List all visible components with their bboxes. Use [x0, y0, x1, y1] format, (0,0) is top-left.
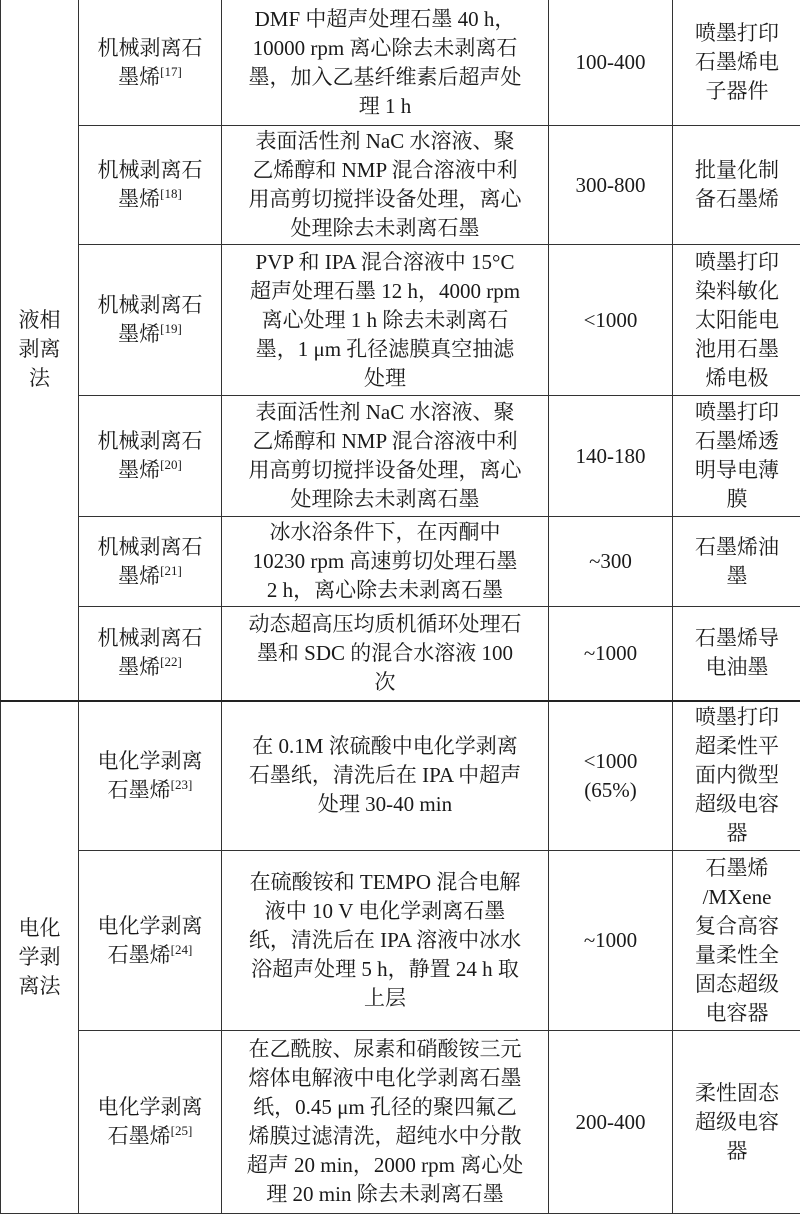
- method-label: 液相 剥离 法: [18, 308, 61, 391]
- size-value: <1000: [583, 307, 638, 332]
- method-cell: [1, 701, 79, 1214]
- material-cell: [79, 701, 222, 851]
- reference-number: [24]: [170, 941, 193, 957]
- material-cell: [79, 0, 222, 126]
- process-cell: [222, 126, 549, 245]
- reference-number: [23]: [170, 776, 193, 792]
- process-text: 表面活性剂 NaC 水溶液、聚 乙烯醇和 NMP 混合溶液中利 用高剪切搅拌设备处理，离心 处理除去未剥离石墨: [248, 129, 522, 240]
- size-cell: [549, 126, 673, 245]
- application-text: 石墨烯导 电油墨: [695, 626, 779, 680]
- application-cell: [673, 517, 800, 607]
- table-row: [1, 245, 800, 396]
- reference-number: [21]: [160, 562, 182, 578]
- reference-number: [20]: [160, 457, 182, 472]
- material-label: 机械剥离石 墨烯: [97, 429, 203, 482]
- process-text: 动态超高压均质机循环处理石 墨和 SDC 的混合水溶液 100 次: [248, 611, 522, 694]
- method-cell: [1, 0, 79, 701]
- method-label: 电化 学剥 离法: [18, 915, 61, 998]
- process-text: 在 0.1M 浓硫酸中电化学剥离 石墨纸，清洗后在 IPA 中超声 处理 30-40 min: [248, 734, 522, 817]
- material-label: 机械剥离石 墨烯: [97, 534, 203, 588]
- size-cell: [549, 851, 673, 1031]
- process-cell: [222, 517, 549, 607]
- size-value: ~1000: [583, 928, 638, 952]
- material-label: 机械剥离石 墨烯: [97, 35, 203, 89]
- application-text: 喷墨打印 染料敏化 太阳能电 池用石墨 烯电极: [695, 249, 779, 390]
- reference-number: [25]: [170, 1123, 193, 1138]
- material-label: 电化学剥离 石墨烯: [97, 1095, 203, 1148]
- application-cell: [673, 607, 800, 701]
- size-cell: [549, 396, 673, 517]
- reference-number: [22]: [160, 654, 182, 670]
- size-value: 100-400: [575, 50, 646, 74]
- material-cell: [79, 1031, 222, 1214]
- process-cell: [222, 701, 549, 851]
- process-cell: [222, 245, 549, 396]
- material-label: 机械剥离石 墨烯: [97, 626, 203, 680]
- application-cell: [673, 245, 800, 396]
- application-cell: [673, 1031, 800, 1214]
- application-text: 喷墨打印 超柔性平 面内微型 超级电容 器: [695, 705, 779, 846]
- application-text: 石墨烯油 墨: [695, 534, 779, 588]
- application-cell: [673, 851, 800, 1031]
- application-text: 喷墨打印 石墨烯电 子器件: [695, 21, 779, 103]
- process-text: DMF 中超声处理石墨 40 h， 10000 rpm 离心除去未剥离石 墨，加入乙基纤维素后超声处 理 1 h: [248, 6, 522, 118]
- process-cell: [222, 607, 549, 701]
- size-value: <1000 (65%): [583, 748, 638, 802]
- size-cell: [549, 517, 673, 607]
- table-row: [1, 1031, 800, 1214]
- table-row: [1, 517, 800, 607]
- size-value: 200-400: [575, 1109, 646, 1134]
- size-cell: [549, 607, 673, 701]
- material-label: 机械剥离石 墨烯: [97, 293, 203, 346]
- material-label: 电化学剥离 石墨烯: [97, 913, 203, 967]
- reference-number: [17]: [160, 63, 182, 79]
- material-cell: [79, 517, 222, 607]
- process-text: 在硫酸铵和 TEMPO 混合电解 液中 10 V 电化学剥离石墨 纸，清洗后在 IPA 溶液中冰水 浴超声处理 5 h，静置 24 h 取 上层: [248, 870, 522, 1010]
- application-cell: [673, 126, 800, 245]
- material-cell: [79, 607, 222, 701]
- process-cell: [222, 851, 549, 1031]
- reference-number: [18]: [160, 186, 182, 201]
- table-row: [1, 607, 800, 701]
- table-row: [1, 701, 800, 851]
- size-cell: [549, 0, 673, 126]
- reference-number: [19]: [160, 321, 182, 336]
- application-cell: [673, 0, 800, 126]
- material-cell: [79, 851, 222, 1031]
- size-value: 140-180: [575, 443, 646, 468]
- material-label: 电化学剥离 石墨烯: [97, 748, 203, 802]
- process-cell: [222, 0, 549, 126]
- process-text: 表面活性剂 NaC 水溶液、聚 乙烯醇和 NMP 混合溶液中利 用高剪切搅拌设备处理，离心 处理除去未剥离石墨: [248, 400, 522, 511]
- application-text: 石墨烯 /MXene 复合高容 量柔性全 固态超级 电容器: [695, 855, 779, 1025]
- process-text: 在乙酰胺、尿素和硝酸铵三元 熔体电解液中电化学剥离石墨 纸，0.45 μm 孔径的聚四氟乙 烯膜过滤清洗，超纯水中分散 超声 20 min，2000 rpm 离心处 理 20 min 除去未剥离石墨: [246, 1037, 524, 1206]
- material-label: 机械剥离石 墨烯: [97, 158, 203, 211]
- size-cell: [549, 1031, 673, 1214]
- application-text: 喷墨打印 石墨烯透 明导电薄 膜: [695, 400, 779, 511]
- material-cell: [79, 245, 222, 396]
- size-value: ~1000: [583, 640, 638, 665]
- size-cell: [549, 245, 673, 396]
- application-cell: [673, 701, 800, 851]
- material-cell: [79, 396, 222, 517]
- process-cell: [222, 1031, 549, 1214]
- application-cell: [673, 396, 800, 517]
- table-row: [1, 851, 800, 1031]
- table-row: [1, 396, 800, 517]
- process-cell: [222, 396, 549, 517]
- table-row: [1, 126, 800, 245]
- size-value: 300-800: [575, 172, 646, 197]
- process-text: 冰水浴条件下，在丙酮中 10230 rpm 高速剪切处理石墨 2 h，离心除去未剥离石墨: [252, 520, 518, 602]
- application-text: 柔性固态 超级电容 器: [695, 1080, 779, 1163]
- material-cell: [79, 126, 222, 245]
- size-cell: [549, 701, 673, 851]
- process-text: PVP 和 IPA 混合溶液中 15°C 超声处理石墨 12 h，4000 rpm 离心处理 1 h 除去未剥离石 墨，1 μm 孔径滤膜真空抽滤 处理: [249, 249, 521, 390]
- size-value: ~300: [589, 549, 632, 573]
- table-row: [1, 0, 800, 126]
- application-text: 批量化制 备石墨烯: [695, 158, 779, 211]
